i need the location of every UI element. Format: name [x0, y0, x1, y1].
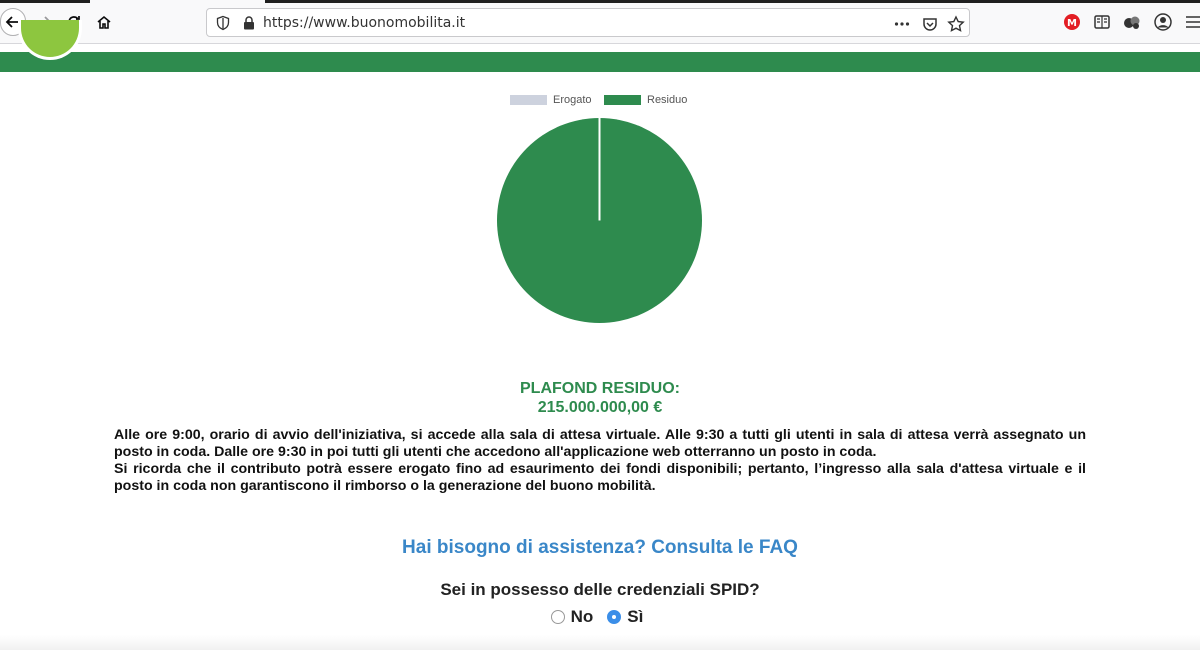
spid-option-no[interactable]	[551, 607, 594, 627]
home-icon	[95, 13, 113, 31]
menu-icon[interactable]	[1183, 12, 1200, 32]
svg-text:M: M	[1067, 18, 1077, 29]
reader-view-icon[interactable]	[1092, 12, 1112, 32]
info-paragraph-1: Alle ore 9:00, orario di avvio dell'iniziativa, si accede alla sala di attesa virtuale. Alle 9:30 a tutti gli utenti in sala di attesa verrà assegnato un posto in coda. Dalle ore 9:30 in poi tutti gli utenti che accedono all'applicazione web otterranno un posto in coda.	[114, 427, 1086, 460]
page-bottom-fade	[0, 635, 1200, 650]
plafond-amount: 215.000.000,00 €	[537, 399, 663, 416]
legend-label-residuo: Residuo	[647, 94, 688, 106]
radio-si[interactable]	[607, 610, 621, 624]
faq-link[interactable]: Hai bisogno di assistenza? Consulta le FAQ	[402, 537, 798, 558]
legend-swatch-erogato	[510, 95, 547, 105]
info-paragraph-2: Si ricorda che il contributo potrà essere erogato fino ad esaurimento dei fondi disponibili; pertanto, l’ingresso alla sala d'attesa virtuale e il posto in coda non garantiscono il rimborso o la generazione del buono mobilità.	[114, 461, 1086, 494]
info-text	[114, 427, 1086, 495]
chart-legend	[0, 94, 1200, 108]
account-icon[interactable]	[1153, 12, 1173, 32]
home-button[interactable]	[90, 8, 118, 36]
browser-toolbar	[0, 0, 1200, 44]
url-text: https://www.buonomobilita.it	[263, 15, 466, 31]
plafond-label: PLAFOND RESIDUO:	[520, 380, 680, 397]
pocket-icon[interactable]	[921, 15, 939, 33]
url-bar[interactable]	[206, 8, 970, 37]
radio-label-no: No	[570, 607, 594, 626]
legend-item-residuo[interactable]	[604, 94, 687, 106]
lock-icon[interactable]	[241, 15, 257, 31]
radio-label-si: Sì	[627, 607, 644, 626]
spid-option-si[interactable]	[607, 607, 643, 627]
extension-m-icon[interactable]	[1062, 12, 1082, 32]
spid-radio-group	[0, 607, 1200, 627]
site-header-bar	[0, 52, 1200, 72]
more-actions-icon[interactable]	[893, 15, 911, 33]
tab-strip-line	[265, 0, 1200, 3]
spid-question: Sei in possesso delle credenziali SPID?	[440, 580, 760, 599]
legend-swatch-residuo	[604, 95, 641, 105]
extension-icon[interactable]	[1122, 12, 1142, 32]
bookmark-star-icon[interactable]	[947, 15, 965, 33]
tab-strip-line	[0, 0, 90, 3]
radio-no[interactable]	[551, 610, 565, 624]
pie-chart	[496, 117, 703, 324]
legend-label-erogato: Erogato	[553, 94, 592, 106]
shield-icon[interactable]	[215, 15, 231, 31]
legend-item-erogato[interactable]	[510, 94, 592, 106]
